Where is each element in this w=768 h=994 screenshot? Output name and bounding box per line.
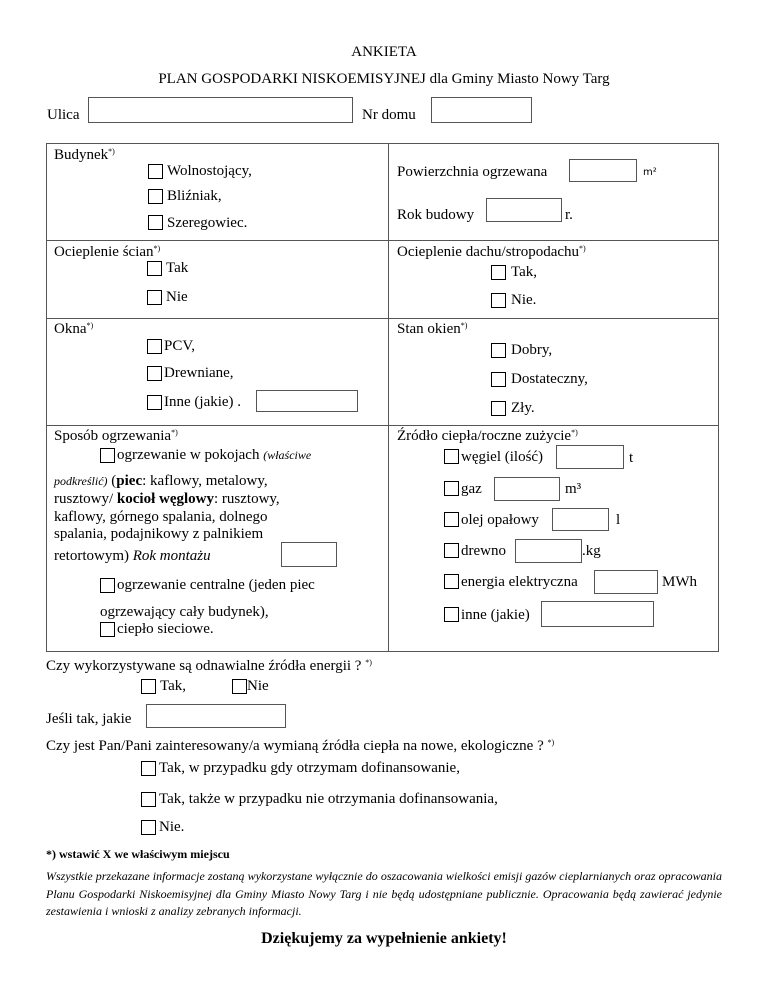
building-terraced-label: Szeregowiec. <box>167 215 248 231</box>
heat-source-other-label: inne (jakie) <box>461 607 530 623</box>
heat-source-coal-checkbox[interactable] <box>444 449 459 464</box>
roof-insulation-no-checkbox[interactable] <box>491 293 506 308</box>
coal-unit: t <box>629 450 634 466</box>
building-semi-detached-label: Bliźniak, <box>167 188 222 204</box>
electric-amount-input[interactable] <box>594 570 658 594</box>
build-year-label: Rok budowy <box>397 207 475 223</box>
heat-source-gas-checkbox[interactable] <box>444 481 459 496</box>
windows-pvc-checkbox[interactable] <box>147 339 162 354</box>
renewable-no-label: Nie <box>247 678 269 694</box>
renewable-which-label: Jeśli tak, jakie <box>46 711 132 727</box>
heat-source-label: Źródło ciepła/roczne zużycie*) <box>397 428 578 444</box>
heated-area-input[interactable] <box>569 159 637 182</box>
installation-year-input[interactable] <box>281 542 337 567</box>
heat-source-electric-checkbox[interactable] <box>444 574 459 589</box>
heating-desc-line-e: retortowym) Rok montażu <box>54 548 211 564</box>
heated-area-unit: m² <box>643 167 657 178</box>
heat-source-oil-label: olej opałowy <box>461 512 539 528</box>
roof-insulation-yes-checkbox[interactable] <box>491 265 506 280</box>
heat-source-gas-label: gaz <box>461 481 482 497</box>
heat-source-other-input[interactable] <box>541 601 654 627</box>
heated-area-label: Powierzchnia ogrzewana <box>397 164 548 180</box>
heating-method-label: Sposób ogrzewania*) <box>54 428 178 444</box>
window-state-bad-label: Zły. <box>511 400 535 416</box>
page-title: ANKIETA <box>351 44 417 60</box>
heating-room-label: ogrzewanie w pokojach (właściwe <box>117 447 312 463</box>
heating-central-checkbox[interactable] <box>100 578 115 593</box>
heating-district-label: ciepło sieciowe. <box>117 621 214 637</box>
street-input[interactable] <box>88 97 353 123</box>
wall-insulation-yes-checkbox[interactable] <box>147 261 162 276</box>
building-terraced-checkbox[interactable] <box>148 215 163 230</box>
gas-amount-input[interactable] <box>494 477 560 501</box>
building-detached-label: Wolnostojący, <box>167 163 252 179</box>
roof-insulation-label: Ocieplenie dachu/stropodachu*) <box>397 244 586 260</box>
house-number-label: Nr domu <box>362 107 416 123</box>
heating-room-checkbox[interactable] <box>100 448 115 463</box>
windows-wooden-label: Drewniane, <box>164 365 234 381</box>
replacement-with-funding-checkbox[interactable] <box>141 761 156 776</box>
heating-desc-line-b: rusztowy/ kocioł węglowy: rusztowy, <box>54 491 280 507</box>
heat-source-oil-checkbox[interactable] <box>444 512 459 527</box>
windows-pvc-label: PCV, <box>164 338 195 354</box>
window-state-good-checkbox[interactable] <box>491 343 506 358</box>
wall-insulation-yes-label: Tak <box>166 260 189 276</box>
windows-label: Okna*) <box>54 321 94 337</box>
roof-insulation-no-label: Nie. <box>511 292 537 308</box>
heating-desc-line-d: spalania, podajnikowy z palnikiem <box>54 526 264 542</box>
wall-insulation-label: Ocieplenie ścian*) <box>54 244 161 260</box>
heat-source-wood-label: drewno <box>461 543 506 559</box>
window-state-fair-label: Dostateczny, <box>511 371 588 387</box>
heat-source-other-checkbox[interactable] <box>444 607 459 622</box>
renewable-yes-checkbox[interactable] <box>141 679 156 694</box>
replacement-without-funding-checkbox[interactable] <box>141 792 156 807</box>
windows-other-checkbox[interactable] <box>147 395 162 410</box>
street-label: Ulica <box>47 107 80 123</box>
wall-insulation-no-checkbox[interactable] <box>147 290 162 305</box>
disclaimer: Wszystkie przekazane informacje zostaną wykorzystane wyłącznie do oszacowania wielkości emisji gazów cieplarnianych oraz opracowania Planu Gospodarki Niskoemisyjnej dla Gminy Miasto Nowy Targ i nie będą udostępniane publicznie. Opracowania będą zawierać jedynie zestawienia i wnioski z analizy zebranych informacji. <box>46 869 722 918</box>
build-year-suffix: r. <box>565 207 573 223</box>
heating-room-description: podkreślić) (piec: kaflowy, metalowy, <box>54 473 268 489</box>
renewable-yes-label: Tak, <box>160 678 187 694</box>
heat-source-wood-checkbox[interactable] <box>444 543 459 558</box>
oil-unit: l <box>616 512 621 528</box>
heating-district-checkbox[interactable] <box>100 622 115 637</box>
wood-amount-input[interactable] <box>515 539 582 563</box>
oil-amount-input[interactable] <box>552 508 609 531</box>
electric-unit: MWh <box>662 574 697 590</box>
heating-central-label: ogrzewanie centralne (jeden piec <box>117 577 315 593</box>
window-state-good-label: Dobry, <box>511 342 553 358</box>
building-detached-checkbox[interactable] <box>148 164 163 179</box>
thanks-message: Dziękujemy za wypełnienie ankiety! <box>261 930 507 947</box>
heat-source-coal-label: węgiel (ilość) <box>461 449 544 465</box>
wood-unit: .kg <box>582 543 601 559</box>
build-year-input[interactable] <box>486 198 562 222</box>
windows-other-label: Inne (jakie) . <box>164 394 242 410</box>
replacement-no-checkbox[interactable] <box>141 820 156 835</box>
heating-central-label-cont: ogrzewający cały budynek), <box>100 604 269 620</box>
renewable-which-input[interactable] <box>146 704 286 728</box>
roof-insulation-yes-label: Tak, <box>511 264 538 280</box>
windows-wooden-checkbox[interactable] <box>147 366 162 381</box>
renewable-no-checkbox[interactable] <box>232 679 247 694</box>
window-state-label: Stan okien*) <box>397 321 468 337</box>
footnote: *) wstawić X we właściwym miejscu <box>46 847 230 861</box>
renewable-question: Czy wykorzystywane są odnawialne źródła energii ? *) <box>46 658 372 674</box>
wall-insulation-no-label: Nie <box>166 289 188 305</box>
house-number-input[interactable] <box>431 97 532 123</box>
window-state-fair-checkbox[interactable] <box>491 372 506 387</box>
page-subtitle: PLAN GOSPODARKI NISKOEMISYJNEJ dla Gminy Miasto Nowy Targ <box>158 71 610 87</box>
replacement-without-funding-label: Tak, także w przypadku nie otrzymania dofinansowania, <box>159 791 498 807</box>
coal-amount-input[interactable] <box>556 445 624 469</box>
building-semi-detached-checkbox[interactable] <box>148 189 163 204</box>
building-label: Budynek*) <box>54 147 115 163</box>
replacement-no-label: Nie. <box>159 819 185 835</box>
replacement-with-funding-label: Tak, w przypadku gdy otrzymam dofinansowanie, <box>159 760 460 776</box>
window-state-bad-checkbox[interactable] <box>491 401 506 416</box>
replacement-question: Czy jest Pan/Pani zainteresowany/a wymianą źródła ciepła na nowe, ekologiczne ? *) <box>46 738 555 754</box>
heat-source-electric-label: energia elektryczna <box>461 574 578 590</box>
gas-unit: m³ <box>565 481 582 497</box>
windows-other-input[interactable] <box>256 390 358 412</box>
heating-desc-line-c: kaflowy, górnego spalania, dolnego <box>54 509 268 525</box>
